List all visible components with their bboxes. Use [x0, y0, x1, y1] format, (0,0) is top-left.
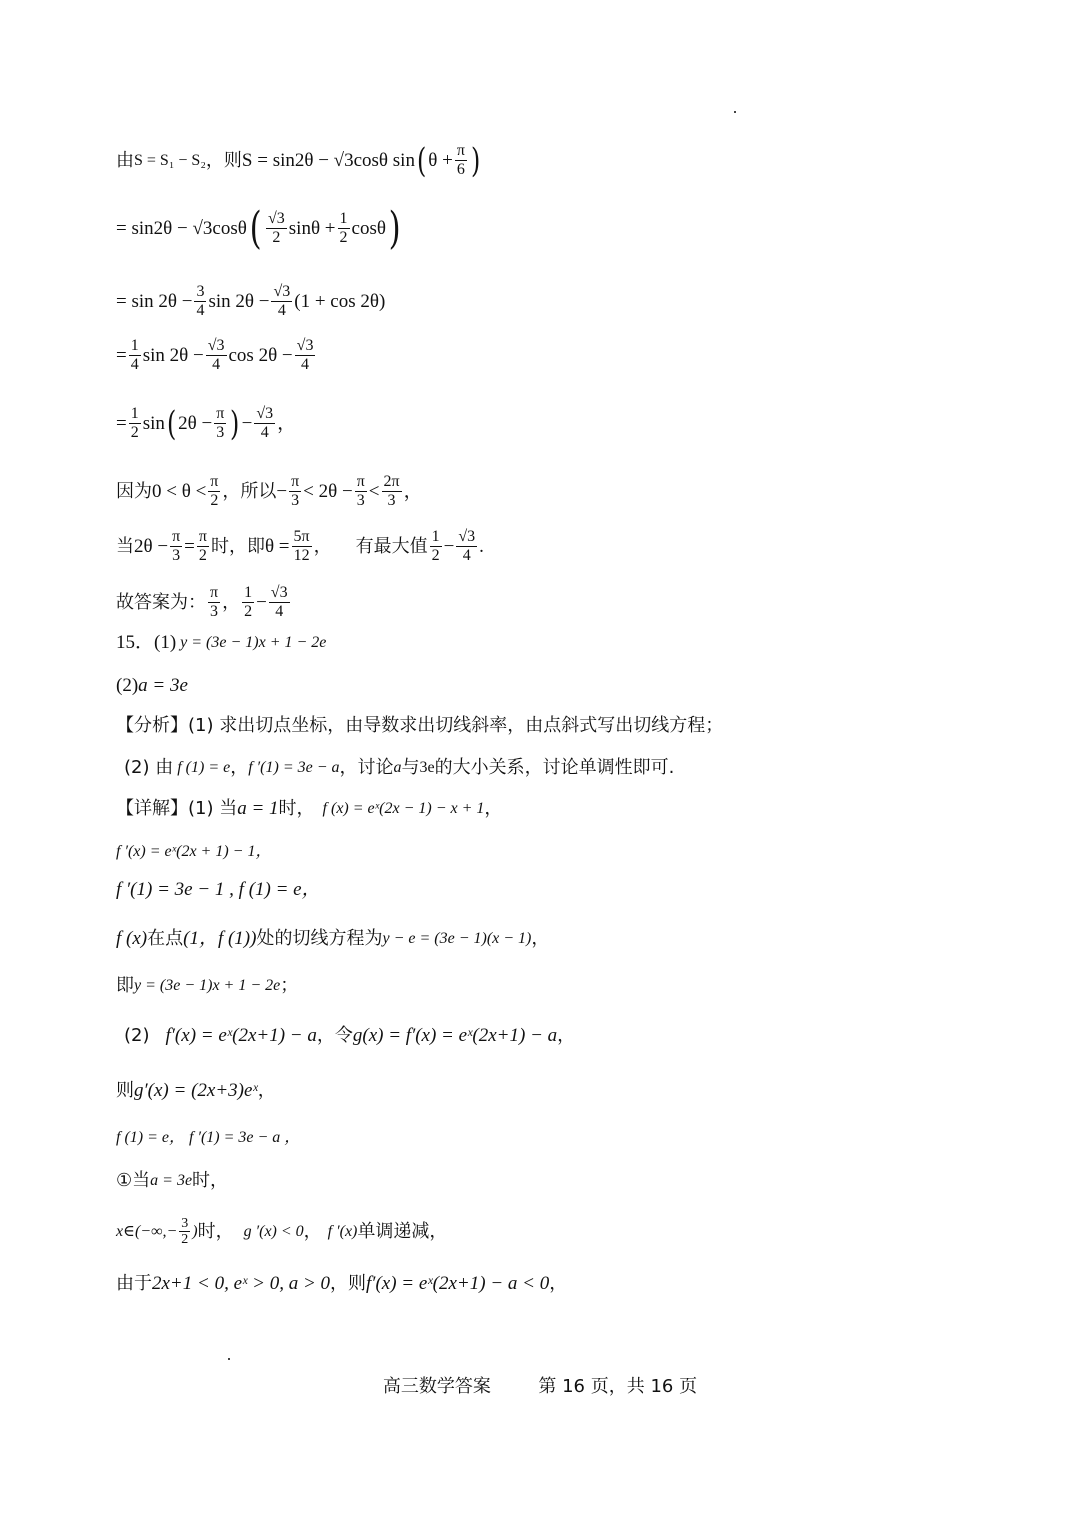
part2-line-1: (2) f′(x) = eˣ(2x+1) − a ，令 g(x) = f′(x) = eˣ(2x+1) − a ， [124, 1025, 576, 1046]
part2-line-4: ①当 a = 3e 时， [116, 1170, 229, 1191]
page-footer [0, 1372, 1080, 1398]
analysis-line-2: (2) 由 f (1) = e ， f ′(1) = 3e − a ，讨论 a 与 3e 的大小关系，讨论单调性即可. [124, 757, 675, 778]
speck-bottom [228, 1358, 230, 1360]
detail-line-5: 即 y = (3e − 1)x + 1 − 2e ； [116, 975, 299, 996]
eq-line-7: 当 2θ − $\frac{\pi}{3}$ = $\frac{\pi}{2}$ 时，即 θ = $\frac{5\pi}{12}$ ， 有最大值 $\frac{1}{2}$ − $\frac{√3}{4}$ . [116, 528, 484, 564]
detail-line-3: f ′(1) = 3e − 1 , f (1) = e， [116, 879, 321, 900]
part2-line-5: x∈(−∞,− $\frac{3}{2}$ ) 时， g ′(x) < 0 ， f ′(x) 单调递减， [116, 1216, 448, 1247]
eq-line-4: = $\frac{1}{4}$ sin 2θ − $\frac{√3}{4}$ cos 2θ − $\frac{√3}{4}$ [116, 337, 314, 373]
footer-page-number: 第 16 页，共 16 页 [538, 1376, 698, 1397]
q15-part2: (2) a = 3e [116, 675, 188, 696]
analysis-line-1: 【分析】(1) 求出切点坐标，由导数求出切线斜率，由点斜式写出切线方程； [116, 715, 724, 736]
answer-line: 故答案为： $\frac{\pi}{3}$ ， $\frac{1}{2}$ − $\frac{√3}{4}$ [116, 584, 288, 620]
q15-part1: 15．(1) y = (3e − 1)x + 1 − 2e [116, 632, 327, 653]
part2-line-3: f (1) = e， f ′(1) = 3e − a ， [116, 1129, 301, 1146]
eq-line-2: = sin2θ − √3cosθ ( $\frac{√3}{2}$ sinθ + $\frac{1}{2}$ cosθ ) [116, 202, 401, 254]
detail-line-4: f (x) 在点 (1，f (1)) 处的切线方程为 y − e = (3e − 1)(x − 1) ， [116, 928, 550, 949]
eq-line-3: = sin 2θ − $\frac{3}{4}$ sin 2θ − $\frac{√3}{4}$ (1 + cos 2θ) [116, 283, 386, 319]
eq-line-6: 因为 0 < θ < $\frac{\pi}{2}$ ，所以 − $\frac{\pi}{3}$ < 2θ − $\frac{\pi}{3}$ < $\frac{2\pi}{3}$ ， [116, 473, 423, 509]
eq-line-5: = $\frac{1}{2}$ sin ( 2θ − $\frac{\pi}{3}$ ) − $\frac{√3}{4}$ ， [116, 403, 297, 444]
eq-line-1: 由 S = S₁ − S₂ ，则 S = sin2θ − √3cosθ sin ( θ + $\frac{\pi}{6}$ ) [116, 140, 481, 181]
detail-line-2: f ′(x) = eˣ(2x + 1) − 1， [116, 843, 272, 860]
speck-top [734, 111, 736, 113]
part2-line-2: 则 g′(x) = (2x+3)eˣ ， [116, 1080, 276, 1101]
footer-subject: 高三数学答案 [382, 1376, 491, 1397]
part2-line-6: 由于 2x+1 < 0, eˣ > 0, a > 0 ，则 f′(x) = eˣ(2x+1) − a < 0 ， [116, 1273, 568, 1294]
detail-line-1: 【详解】(1) 当 a = 1 时， f (x) = eˣ(2x − 1) − x + 1 ， [116, 798, 503, 819]
